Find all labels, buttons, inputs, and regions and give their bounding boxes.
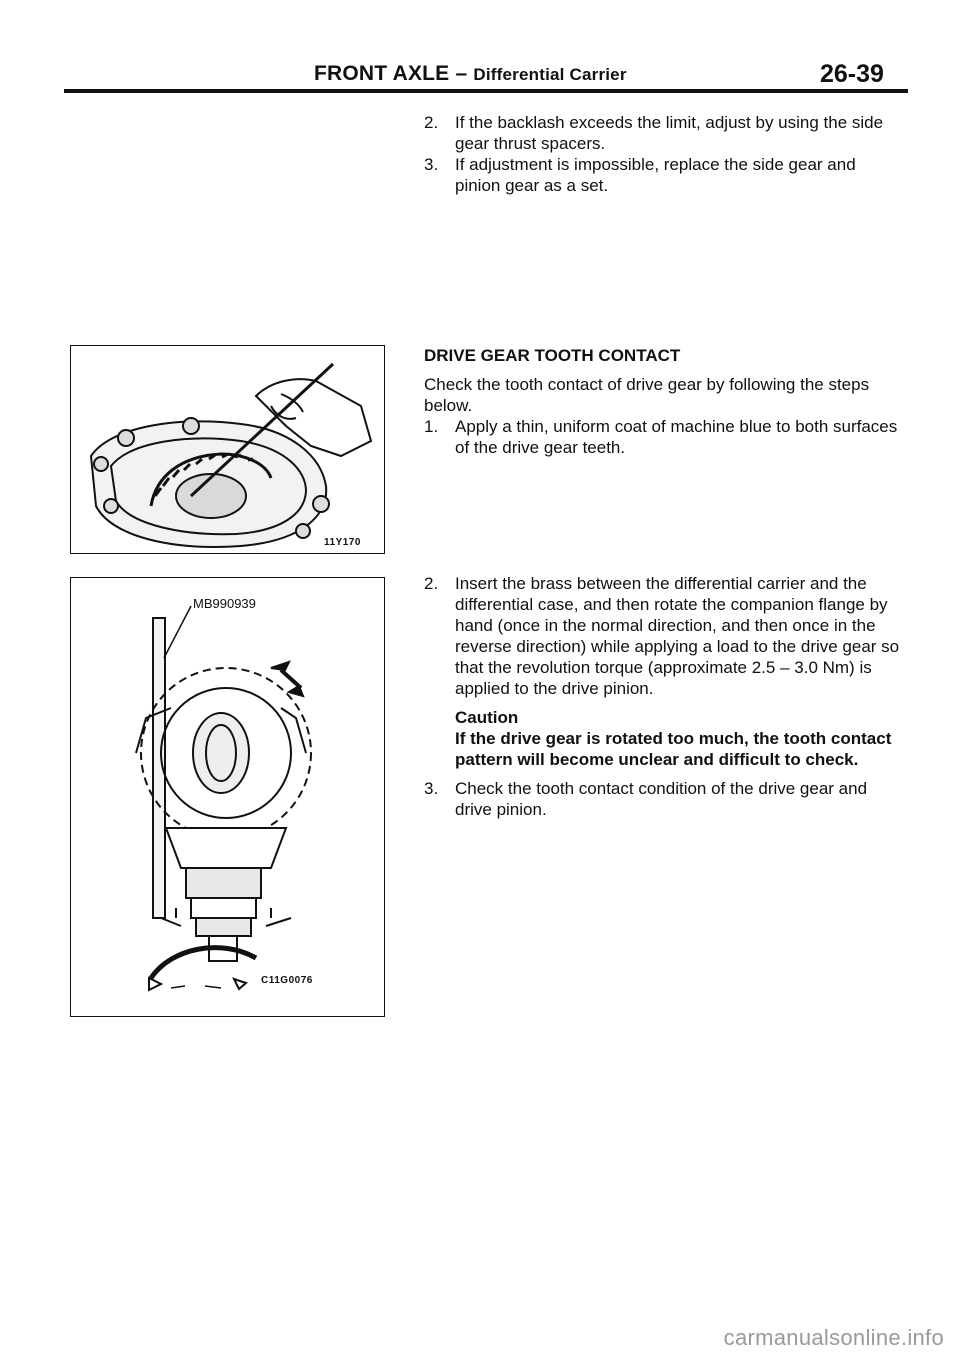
step-text: If adjustment is impossible, replace the side gear and pinion gear as a set. <box>455 155 856 195</box>
step-number: 2. <box>424 574 439 593</box>
subsection-title: Differential Carrier <box>473 65 627 84</box>
section-title: FRONT AXLE <box>314 62 450 85</box>
figure-code: C11G0076 <box>261 975 313 986</box>
figure-machine-blue <box>70 345 385 554</box>
page-title <box>314 62 627 86</box>
tooth-step-3 <box>424 778 904 820</box>
step-number: 2. <box>424 113 439 132</box>
backlash-step-2 <box>424 112 904 154</box>
step-text: Check the tooth contact condition of the drive gear and drive pinion. <box>455 779 868 819</box>
carrier-illustration <box>71 346 384 553</box>
page-number: 26-39 <box>820 60 884 88</box>
flange-illustration <box>71 578 384 1016</box>
step-number: 3. <box>424 155 439 174</box>
step-text: Insert the brass between the differential carrier and the differential case, and then rotate the companion flange by hand (once in the normal direction, and then once in the reverse direction) while applying a load to the drive gear so that the revolution torque (approximate 2.5 – 3.0 Nm) is applied to the drive pinion. <box>455 574 900 698</box>
figure-rotate-flange <box>70 577 385 1017</box>
backlash-steps <box>424 112 904 196</box>
tooth-step-1 <box>424 416 904 458</box>
step-text: Apply a thin, uniform coat of machine blue to both surfaces of the drive gear teeth. <box>455 417 898 457</box>
footer-watermark: carmanualsonline.info <box>723 1325 944 1350</box>
figure-code: 11Y170 <box>324 537 361 548</box>
tooth-contact-steps-continued <box>424 573 904 820</box>
caution-title: Caution <box>455 708 519 727</box>
caution-text: If the drive gear is rotated too much, the tooth contact pattern will become unclear and difficult to check. <box>455 729 892 769</box>
tool-number-label: MB990939 <box>193 596 256 611</box>
step-text: If the backlash exceeds the limit, adjust by using the side gear thrust spacers. <box>455 113 884 153</box>
section-intro: Check the tooth contact of drive gear by following the steps below. <box>424 375 870 415</box>
step-number: 3. <box>424 779 439 798</box>
step-number: 1. <box>424 417 439 436</box>
tooth-step-2 <box>424 573 904 699</box>
section-heading: DRIVE GEAR TOOTH CONTACT <box>424 346 681 365</box>
title-dash: – <box>455 62 468 85</box>
tooth-contact-section <box>424 345 904 458</box>
page-header <box>0 0 960 100</box>
backlash-step-3 <box>424 154 904 196</box>
header-rule <box>64 89 908 93</box>
